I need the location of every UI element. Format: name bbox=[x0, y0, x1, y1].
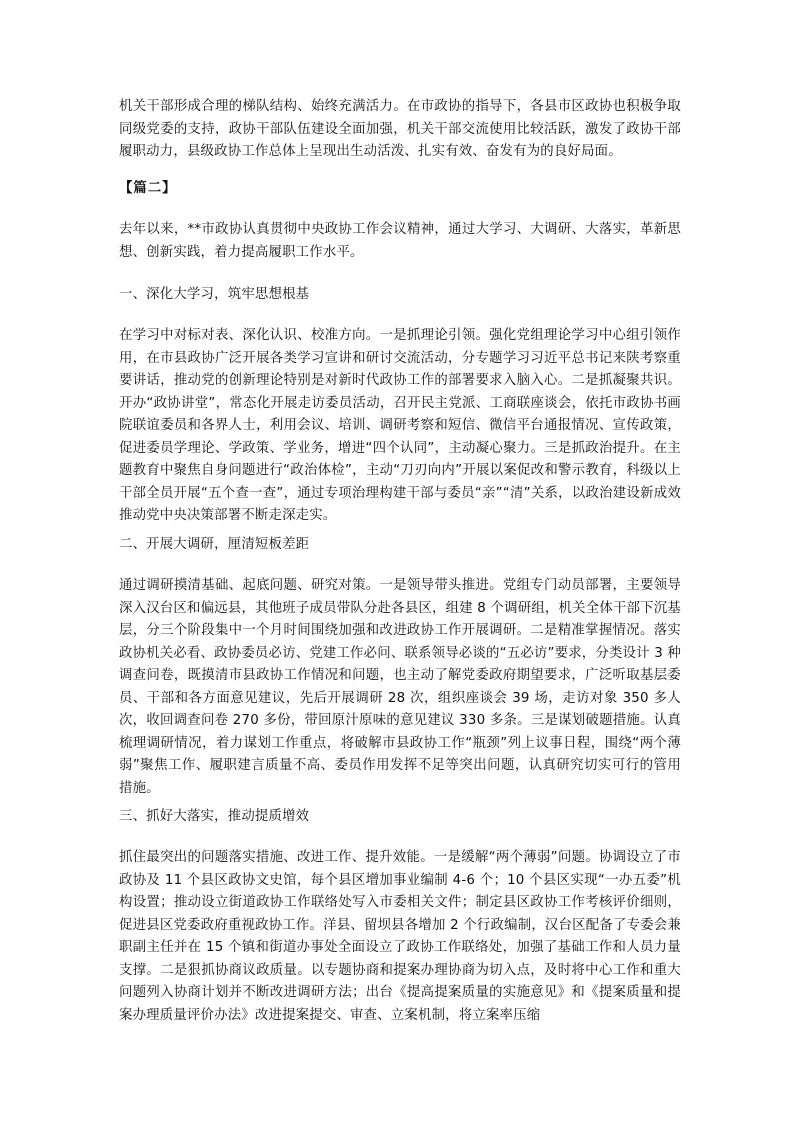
part-title: 【篇二】 bbox=[119, 181, 177, 196]
section-heading-3: 三、抓好大落实，推动提质增效 bbox=[119, 809, 310, 824]
section-body-3: 抓住最突出的问题落实措施、改进工作、提升效能。一是缓解“两个薄弱”问题。协调设立了市政协及 11 个县区政协文史馆，每个县区增加事业编制 4-6 个；10 个县区实现“一办五委”机构设置；推动设立街道政协工作联络处写入市委相关文件；制定县区政协工作考核评价细则，促进县区党委政府重视政协工作。洋县、留坝县各增加 2 个行政编制，汉台区配备了专委会兼职副主任并在 15 个镇和街道办事处全面设立了政协工作联络处，加强了基础工作和人员力量支撑。二是狠抓协商议政质量。以专题协商和提案办理协商为切入点，及时将中心工作和重大问题列入协商计划并不断改进调研方法；出台《提高提案质量的实施意见》和《提案质量和提案办理质量评价办法》改进提案提交、审查、立案机制，将立案率压缩 bbox=[119, 850, 681, 1023]
section-body-2: 通过调研摸清基础、起底问题、研究对策。一是领导带头推进。党组专门动员部署，主要领导深入汉台区和偏远县，其他班子成员带队分赴各县区，组建 8 个调研组，机关全体干部下沉基层，分三个阶段集中一个月时间围绕加强和改进政协工作开展调研。二是精准掌握情况。落实政协机关必看、政协委员必访、党建工作必问、联系领导必谈的“五必访”要求，分类设计 3 种调查问卷，既摸清市县政协工作情况和问题，也主动了解党委政府期望要求，广泛听取基层委员、干部和各方面意见建议，先后开展调研 28 次，组织座谈会 39 场，走访对象 350 多人次，收回调查问卷 270 多份，带回原汁原味的意见建议 330 多条。三是谋划破题措施。认真梳理调研情况，着力谋划工作重点，将破解市县政协工作“瓶颈”列上议事日程，围绕“两个薄弱”聚焦工作、履职建言质量不高、委员作用发挥不足等突出问题，认真研究切实可行的管用措施。 bbox=[119, 578, 681, 796]
lead-paragraph: 去年以来，**市政协认真贯彻中央政协工作会议精神，通过大学习、大调研、大落实，革新思想、创新实践，着力提高履职工作水平。 bbox=[119, 222, 681, 260]
section-heading-2: 二、开展大调研，厘清短板差距 bbox=[119, 537, 310, 552]
intro-paragraph: 机关干部形成合理的梯队结构、始终充满活力。在市政协的指导下，各县市区政协也积极争取同级党委的支持，政协干部队伍建设全面加强，机关干部交流使用比较活跃，激发了政协干部履职动力，县级政协工作总体上呈现出生动活泼、扎实有效、奋发有为的良好局面。 bbox=[119, 99, 681, 159]
section-heading-1: 一、深化大学习，筑牢思想根基 bbox=[119, 287, 310, 302]
section-body-1: 在学习中对标对表、深化认识、校准方向。一是抓理论引领。强化党组理论学习中心组引领作用，在市县政协广泛开展各类学习宣讲和研讨交流活动，分专题学习习近平总书记来陕考察重要讲话，推动党的创新理论特别是对新时代政协工作的部署要求入脑入心。二是抓凝聚共识。开办“政协讲堂”，常态化开展走访委员活动，召开民主党派、工商联座谈会，依托市政协书画院联谊委员和各界人士，利用会议、培训、调研考察和短信、微信平台通报情况、宣传政策，促进委员学理论、学政策、学业务，增进“四个认同”，主动凝心聚力。三是抓政治提升。在主题教育中聚焦自身问题进行“政治体检”，主动“刀刃向内”开展以案促改和警示教育，科级以上干部全员开展“五个查一查”，通过专项治理构建干部与委员“亲”“清”关系，以政治建设新成效推动党中央决策部署不断走深走实。 bbox=[119, 328, 681, 523]
